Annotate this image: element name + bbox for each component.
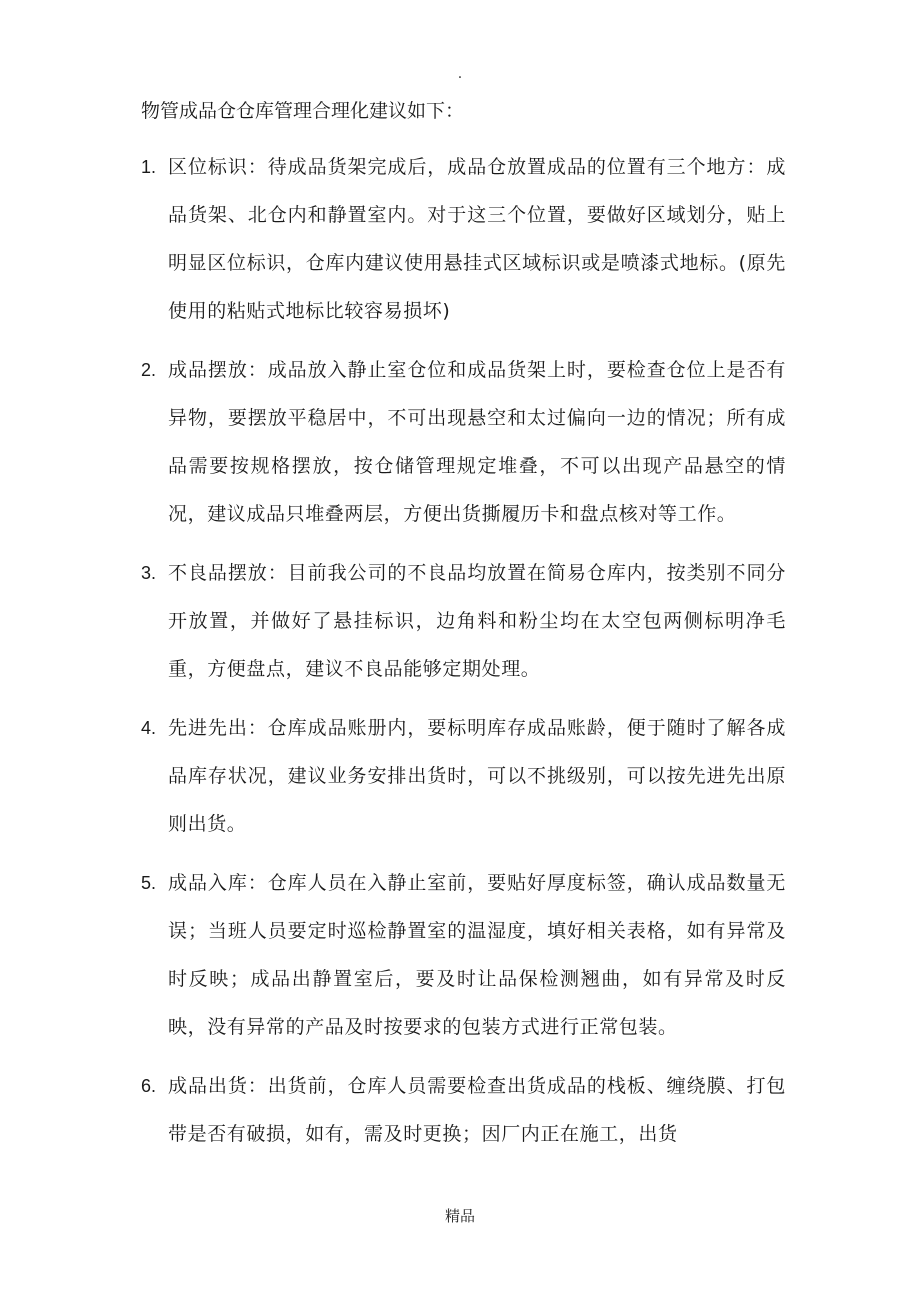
- suggestion-list: [0, 143, 920, 1169]
- item-number: 6.: [141, 1076, 157, 1096]
- item-text: 成品摆放：成品放入静止室仓位和成品货架上时，要检查仓位上是否有异物，要摆放平稳居中，不可出现悬空和太过偏向一边的情况；所有成品需要按规格摆放，按仓储管理规定堆叠，不可以出现产品悬空的情况，建议成品只堆叠两层，方便出货撕履历卡和盘点核对等工作。: [168, 359, 786, 525]
- header-mark: .: [457, 66, 463, 82]
- list-item: [0, 1062, 920, 1158]
- item-number: 2.: [141, 360, 157, 380]
- list-item: [0, 704, 920, 848]
- list-item: [0, 346, 920, 538]
- item-text: 成品出货：出货前，仓库人员需要检查出货成品的栈板、缠绕膜、打包带是否有破损，如有，需及时更换；因厂内正在施工，出货: [168, 1075, 786, 1145]
- item-text: 先进先出：仓库成品账册内，要标明库存成品账龄，便于随时了解各成品库存状况，建议业务安排出货时，可以不挑级别，可以按先进先出原则出货。: [168, 717, 786, 835]
- list-item: [0, 549, 920, 693]
- item-text: 不良品摆放：目前我公司的不良品均放置在简易仓库内，按类别不同分开放置，并做好了悬挂标识，边角料和粉尘均在太空包两侧标明净毛重，方便盘点，建议不良品能够定期处理。: [168, 562, 786, 680]
- item-number: 3.: [141, 563, 157, 583]
- list-item: [0, 143, 920, 335]
- item-text: 区位标识：待成品货架完成后，成品仓放置成品的位置有三个地方：成品货架、北仓内和静置室内。对于这三个位置，要做好区域划分，贴上明显区位标识，仓库内建议使用悬挂式区域标识或是喷漆式地标。(原先使用的粘贴式地标比较容易损坏): [168, 156, 786, 322]
- item-number: 1.: [141, 157, 157, 177]
- item-number: 4.: [141, 718, 157, 738]
- list-item: [0, 859, 920, 1051]
- item-text: 成品入库：仓库人员在入静止室前，要贴好厚度标签，确认成品数量无误；当班人员要定时巡检静置室的温湿度，填好相关表格，如有异常及时反映；成品出静置室后，要及时让品保检测翘曲，如有异常及时反映，没有异常的产品及时按要求的包装方式进行正常包装。: [168, 872, 786, 1038]
- item-number: 5.: [141, 873, 157, 893]
- document-title: 物管成品仓仓库管理合理化建议如下：: [141, 100, 465, 122]
- page-footer: 精品: [444, 1207, 475, 1225]
